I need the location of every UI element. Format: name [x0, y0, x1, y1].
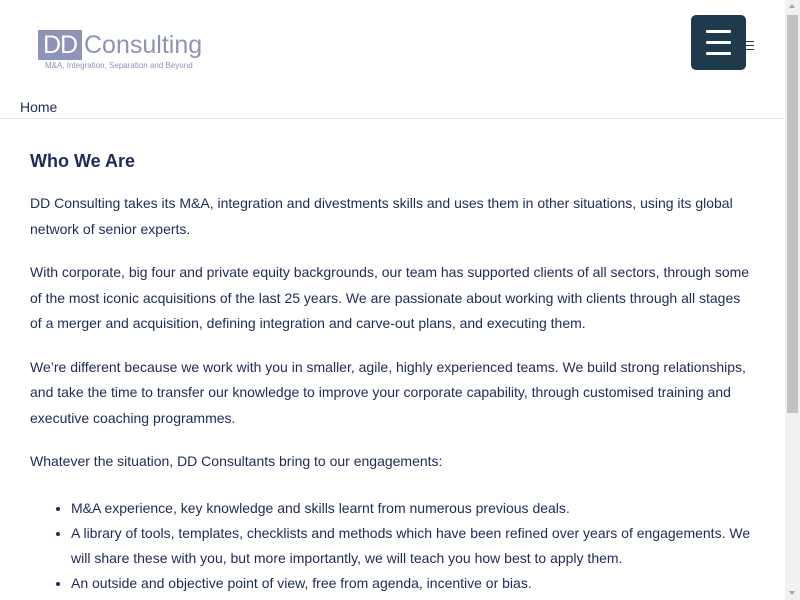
background-paragraph: With corporate, big four and private equity backgrounds, our team has supported clients of all sectors, through some of the most iconic acquisitions of the last 25 years. We are passionate about working with clients through all stages of a merger and acquisition, defining integration and carve-out plans, and executing them.: [30, 264, 750, 331]
logo-wordmark: Consulting: [84, 31, 203, 59]
menu-lines-icon: [744, 40, 754, 50]
hamburger-icon-bar: [706, 41, 731, 44]
scroll-down-arrow-icon[interactable]: [785, 586, 800, 600]
list-item: • An outside and objective point of view, free from agenda, incentive or bias.: [71, 571, 752, 596]
scroll-up-arrow-icon[interactable]: [785, 0, 800, 14]
logo-initials: DD: [38, 30, 82, 60]
site-logo[interactable]: [38, 30, 208, 72]
site-header: [0, 0, 785, 119]
engagement-list: [30, 496, 752, 596]
hamburger-icon-bar: [706, 52, 731, 55]
main-content: [30, 148, 752, 596]
difference-paragraph: We’re different because we work with you in smaller, agile, highly experienced teams. We build strong relationships, and take the time to transfer our knowledge to improve your corporate capability, through customised training and executive coaching programmes.: [30, 358, 746, 426]
hamburger-icon: [706, 30, 731, 33]
menu-toggle-button[interactable]: [691, 15, 746, 70]
list-item: • M&A experience, key knowledge and skills learnt from numerous previous deals.: [71, 496, 752, 521]
page-title: Who We Are: [30, 151, 136, 171]
list-item: • A library of tools, templates, checklists and methods which have been refined over years of engagements. We will share these with you, but more importantly, we will teach you how best to apply them.: [71, 521, 752, 571]
intro-paragraph: DD Consulting takes its M&A, integration and divestments skills and uses them in other situations, using its global network of senior experts.: [30, 195, 733, 237]
engagement-intro-paragraph: Whatever the situation, DD Consultants bring to our engagements:: [30, 453, 443, 469]
logo-tagline: M&A, Integration, Separation and Beyond: [45, 61, 193, 70]
vertical-scrollbar[interactable]: [785, 0, 800, 600]
scrollbar-thumb[interactable]: [787, 15, 798, 413]
breadcrumb-home[interactable]: Home: [20, 99, 58, 115]
